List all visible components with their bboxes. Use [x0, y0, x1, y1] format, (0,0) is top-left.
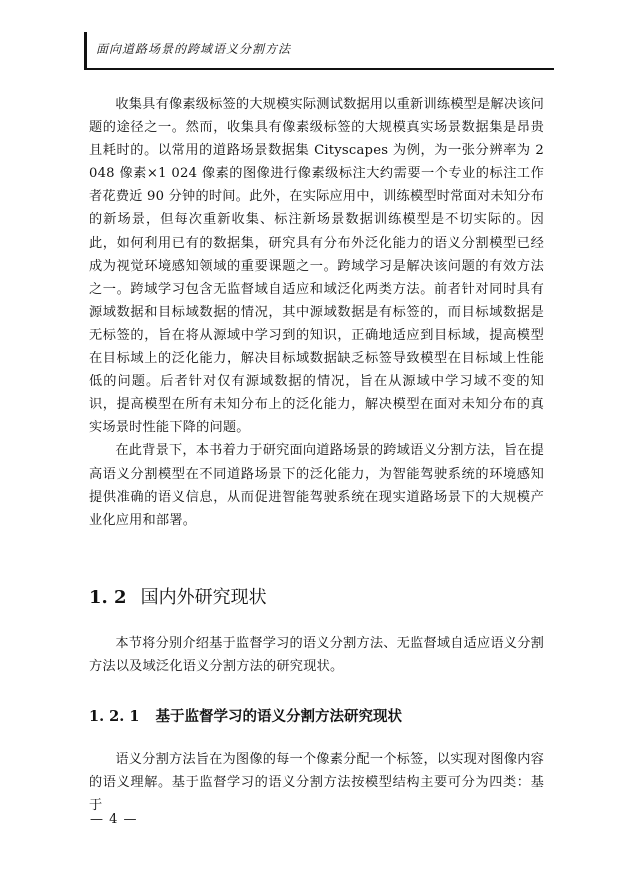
- running-header: [84, 32, 554, 70]
- running-title: 面向道路场景的跨域语义分割方法: [96, 42, 292, 56]
- section-title: 国内外研究现状: [140, 587, 267, 608]
- paragraph: 语义分割方法旨在为图像的每一个像素分配一个标签，以实现对图像内容的语义理解。基于监督学习的语义分割方法按模型结构主要可分为四类：基于: [89, 752, 544, 814]
- paragraph: 在此背景下，本书着力于研究面向道路场景的跨域语义分割方法，旨在提高语义分割模型在不同道路场景下的泛化能力，为智能驾驶系统的环境感知提供准确的语义信息，从而促进智能驾驶系统在现实道路场景下的大规模产业化应用和部署。: [89, 443, 544, 528]
- subsection-body: [89, 748, 544, 817]
- paragraph: 收集具有像素级标签的大规模实际测试数据用以重新训练模型是解决该问题的途径之一。然而，收集具有像素级标签的大规模真实场景数据集是昂贵且耗时的。以常用的道路场景数据集 Cityscapes 为例，为一张分辨率为 2 048 像素×1 024 像素的图像进行像素级标注大约需要一个专业的标注工作者花费近 90 分钟的时间。此外，在实际应用中，训练模型时常面对未知分布的新场景，但每次重新收集、标注新场景数据训练模型是不切实际的。因此，如何利用已有的数据集，研究具有分布外泛化能力的语义分割模型已经成为视觉环境感知领域的重要课题之一。跨域学习是解决该问题的有效方法之一。跨域学习包含无监督域自适应和域泛化两类方法。前者针对同时具有源域数据和目标域数据的情况，其中源域数据是有标签的，而目标域数据是无标签的，旨在将从源域中学习到的知识，正确地适应到目标域，提高模型在目标域上的泛化能力，解决目标域数据缺乏标签导致模型在目标域上性能低的问题。后者针对仅有源域数据的情况，旨在从源域中学习域不变的知识，提高模型在所有未知分布上的泛化能力，解决模型在面对未知分布的真实场景时性能下降的问题。: [89, 97, 544, 436]
- body-text: [89, 93, 544, 532]
- section-number: 1. 2: [89, 587, 127, 608]
- header-vertical-rule: [84, 32, 87, 70]
- subsection-number: 1. 2. 1: [89, 708, 140, 725]
- page-number: — 4 —: [90, 812, 138, 827]
- subsection-heading: [89, 705, 402, 726]
- section-body: [89, 632, 544, 678]
- subsection-title: 基于监督学习的语义分割方法研究现状: [155, 709, 402, 725]
- paragraph: 本节将分别介绍基于监督学习的语义分割方法、无监督域自适应语义分割方法以及域泛化语义分割方法的研究现状。: [89, 636, 544, 675]
- section-heading: [89, 583, 267, 609]
- header-horizontal-rule: [84, 68, 554, 70]
